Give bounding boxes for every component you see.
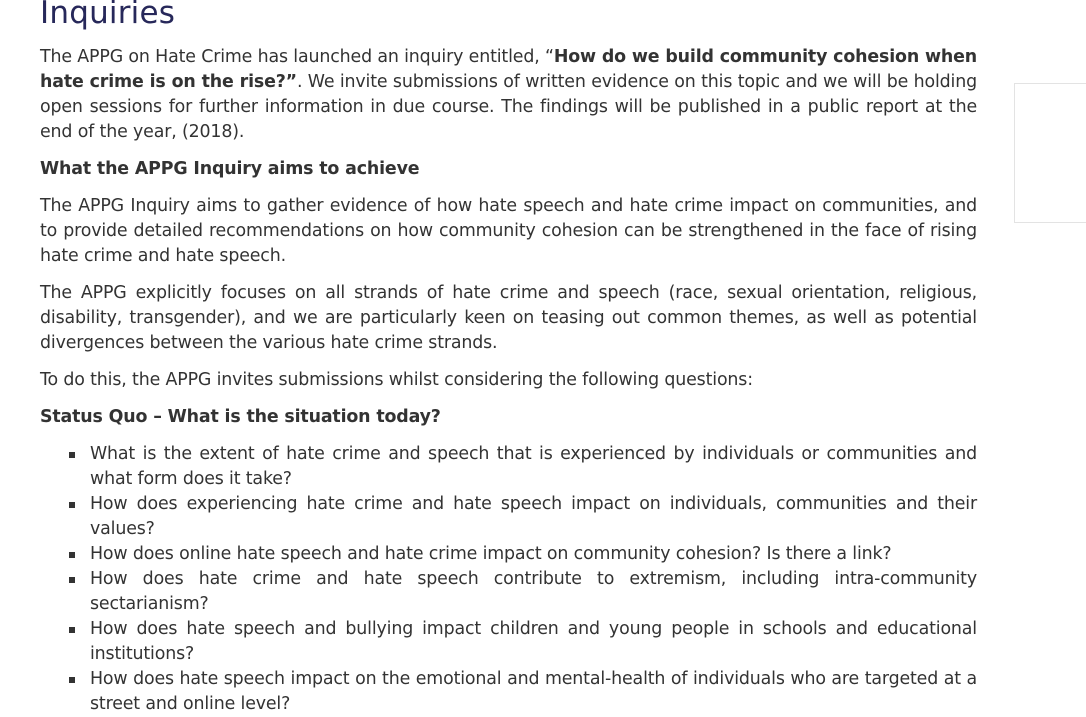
square-bullet-icon bbox=[69, 677, 75, 683]
square-bullet-icon bbox=[69, 577, 75, 583]
list-item bbox=[40, 567, 977, 617]
aims-paragraph-1: The APPG Inquiry aims to gather evidence of how hate speech and hate crime impact on communities, and to provide detailed recommendations on how community cohesion can be strengthened in the face of rising hate crime and hate speech. bbox=[40, 196, 977, 266]
page-title: Inquiries bbox=[40, 0, 176, 31]
square-bullet-icon bbox=[69, 452, 75, 458]
intro-lead: The APPG on Hate Crime has launched an inquiry entitled, “ bbox=[40, 47, 554, 67]
square-bullet-icon bbox=[69, 502, 75, 508]
list-item bbox=[40, 492, 977, 542]
list-item bbox=[40, 617, 977, 667]
inquiry-title: How do we build community cohesion when hate crime is on the rise?” bbox=[40, 47, 977, 92]
square-bullet-icon bbox=[69, 627, 75, 633]
question-text: How does hate crime and hate speech contribute to extremism, including intra-community sectarianism? bbox=[90, 569, 977, 614]
question-text: How does hate speech impact on the emotional and mental-health of individuals who are targeted at a street and online level? bbox=[90, 669, 977, 714]
aims-heading: What the APPG Inquiry aims to achieve bbox=[40, 159, 420, 179]
question-text: How does online hate speech and hate crime impact on community cohesion? Is there a link? bbox=[90, 544, 892, 564]
main-content bbox=[40, 0, 977, 717]
square-bullet-icon bbox=[69, 552, 75, 558]
question-text: How does experiencing hate crime and hate speech impact on individuals, communities and their values? bbox=[90, 494, 977, 539]
list-item bbox=[40, 667, 977, 717]
aims-paragraph-2: The APPG explicitly focuses on all strands of hate crime and speech (race, sexual orientation, religious, disability, transgender), and we are particularly keen on teasing out common themes, as well as potential divergences between the various hate crime strands. bbox=[40, 283, 977, 353]
status-quo-heading: Status Quo – What is the situation today? bbox=[40, 407, 441, 427]
question-text: What is the extent of hate crime and speech that is experienced by individuals or communities and what form does it take? bbox=[90, 444, 977, 489]
list-item bbox=[40, 442, 977, 492]
list-item bbox=[40, 542, 977, 567]
sidebar-widget-frame bbox=[1014, 83, 1086, 223]
intro-rest: . We invite submissions of written evidence on this topic and we will be holding open sessions for further information in due course. The findings will be published in a public report at the end of the year, (2018). bbox=[40, 72, 977, 142]
intro-paragraph bbox=[40, 45, 977, 145]
aims-paragraph-3: To do this, the APPG invites submissions whilst considering the following questions: bbox=[40, 370, 753, 390]
question-list bbox=[40, 442, 977, 717]
question-text: How does hate speech and bullying impact children and young people in schools and educational institutions? bbox=[90, 619, 977, 664]
